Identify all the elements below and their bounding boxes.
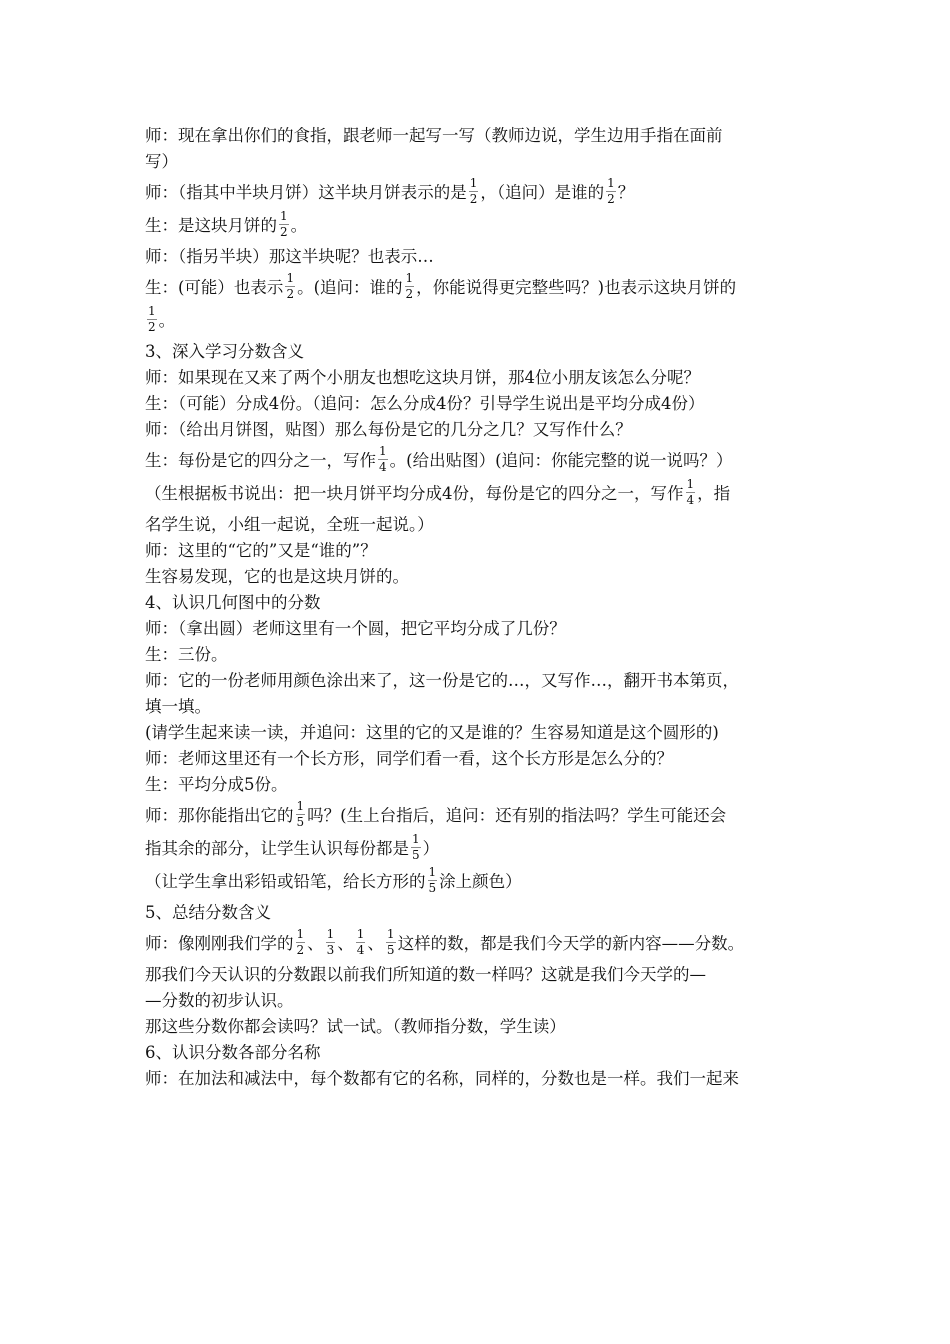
fraction (606, 177, 616, 206)
fraction (469, 177, 479, 206)
text-line: 那我们今天认识的分数跟以前我们所知道的数一样吗？这就是我们今天学的— (145, 965, 706, 984)
text-run: 。(追问：谁的 (297, 278, 403, 297)
denominator: 5 (296, 815, 305, 829)
numerator: 1 (386, 927, 395, 941)
text-line: 生：平均分成5份。 (145, 775, 288, 794)
denominator: 2 (405, 287, 414, 301)
denominator: 2 (296, 943, 305, 957)
numerator: 1 (296, 799, 305, 813)
numerator: 1 (686, 477, 695, 491)
denominator: 2 (280, 225, 288, 239)
fraction (356, 928, 366, 957)
numerator: 1 (412, 832, 420, 846)
text-run: ，指 (697, 484, 731, 503)
text-run: 。 (158, 311, 176, 330)
fraction (326, 928, 336, 957)
denominator: 2 (286, 287, 295, 301)
fraction (296, 800, 306, 829)
section-heading: 4、认识几何图中的分数 (145, 593, 321, 612)
text-run: ？ (617, 183, 635, 202)
fraction-line (145, 834, 810, 864)
text-line: 师：（拿出圆）老师这里有一个圆，把它平均分成了几份？ (145, 619, 566, 638)
text-line: 师：（指另半块）那这半块呢？也表示… (145, 247, 434, 266)
numerator: 1 (469, 176, 478, 190)
separator: 、 (307, 934, 324, 953)
fraction-line (145, 446, 810, 476)
fraction (378, 445, 388, 474)
denominator: 5 (428, 881, 437, 895)
fraction (405, 272, 415, 301)
denominator: 2 (148, 320, 156, 334)
denominator: 5 (412, 848, 420, 862)
text-line: 师：它的一份老师用颜色涂出来了，这一份是它的…，又写作…，翻开书本第页， (145, 671, 739, 690)
text-line: (请学生起来读一读，并追问：这里的它的又是谁的？生容易知道是这个圆形的) (145, 723, 719, 742)
numerator: 1 (607, 176, 615, 190)
document-page (145, 123, 810, 1092)
text-line: 写） (145, 152, 178, 171)
separator: 、 (367, 934, 384, 953)
numerator: 1 (428, 865, 437, 879)
text-line: 生容易发现，它的也是这块月饼的。 (145, 567, 409, 586)
text-line: 师：现在拿出你们的食指，跟老师一起写一写（教师边说，学生边用手指在面前 (145, 126, 723, 145)
numerator: 1 (379, 444, 387, 458)
text-run: 指其余的部分，让学生认识每份都是 (145, 839, 409, 858)
fraction (296, 928, 306, 957)
text-run: ） (422, 839, 440, 858)
text-run: ，你能说得更完整些吗？)也表示这块月饼的 (416, 278, 737, 297)
text-run: ，（追问）是谁的 (480, 183, 605, 202)
denominator: 4 (379, 460, 387, 474)
text-line: 填一填。 (145, 697, 211, 716)
text-run: 。 (290, 216, 308, 235)
denominator: 4 (356, 943, 365, 957)
fraction-line (145, 178, 810, 208)
text-line: 师：（给出月饼图，贴图）那么每份是它的几分之几？又写作什么？ (145, 420, 632, 439)
text-run: 涂上颜色） (439, 872, 522, 891)
fraction-line (145, 801, 810, 831)
fraction (386, 928, 396, 957)
numerator: 1 (356, 927, 365, 941)
section-heading: 5、总结分数含义 (145, 903, 271, 922)
fraction (411, 833, 421, 862)
text-line: 那这些分数你都会读吗？试一试。（教师指分数，学生读） (145, 1017, 566, 1036)
fraction (147, 305, 157, 334)
fraction-line (145, 273, 810, 303)
separator: 、 (337, 934, 354, 953)
text-line: 生：（可能）分成4份。（追问：怎么分成4份？引导学生说出是平均分成4份） (145, 394, 705, 413)
text-line: 师：在加法和减法中，每个数都有它的名称，同样的，分数也是一样。我们一起来 (145, 1069, 739, 1088)
text-line: 师：这里的“它的”又是“谁的”？ (145, 541, 377, 560)
text-run: （生根据板书说出：把一块月饼平均分成4份，每份是它的四分之一，写作 (145, 484, 684, 503)
fraction (285, 272, 295, 301)
text-run: 师：（指其中半块月饼）这半块月饼表示的是 (145, 183, 467, 202)
numerator: 1 (326, 927, 335, 941)
section-heading: 6、认识分数各部分名称 (145, 1043, 321, 1062)
fraction-line (145, 867, 810, 897)
denominator: 5 (386, 943, 395, 957)
denominator: 2 (607, 192, 615, 206)
text-line: 师：如果现在又来了两个小朋友也想吃这块月饼，那4位小朋友该怎么分呢？ (145, 368, 700, 387)
fraction-line (145, 211, 810, 241)
numerator: 1 (296, 927, 305, 941)
denominator: 4 (686, 493, 695, 507)
text-line: 师：老师这里还有一个长方形，同学们看一看，这个长方形是怎么分的？ (145, 749, 673, 768)
text-run: 师：像刚刚我们学的 (145, 934, 294, 953)
fraction-line (145, 306, 810, 336)
text-run: 这样的数，都是我们今天学的新内容——分数。 (397, 934, 745, 953)
numerator: 1 (280, 209, 288, 223)
text-run: 师：那你能指出它的 (145, 806, 294, 825)
text-run: 。(给出贴图）(追问：你能完整的说一说吗？） (389, 451, 733, 470)
denominator: 3 (326, 943, 335, 957)
fraction-line (145, 929, 810, 959)
fraction (279, 210, 289, 239)
numerator: 1 (286, 271, 295, 285)
fraction (428, 866, 438, 895)
numerator: 1 (405, 271, 414, 285)
text-run: 吗？(生上台指后，追问：还有别的指法吗？学生可能还会 (307, 806, 727, 825)
text-run: 生：每份是它的四分之一，写作 (145, 451, 376, 470)
text-run: 生：是这块月饼的 (145, 216, 277, 235)
fraction (686, 478, 696, 507)
text-run: （让学生拿出彩铅或铅笔，给长方形的 (145, 872, 426, 891)
fraction-line (145, 479, 810, 509)
text-line: 名学生说，小组一起说，全班一起说。） (145, 515, 434, 534)
numerator: 1 (148, 304, 156, 318)
text-run: 生：(可能）也表示 (145, 278, 284, 297)
text-line: 生：三份。 (145, 645, 228, 664)
text-line: —分数的初步认识。 (145, 991, 294, 1010)
denominator: 2 (469, 192, 478, 206)
section-heading: 3、深入学习分数含义 (145, 342, 304, 361)
